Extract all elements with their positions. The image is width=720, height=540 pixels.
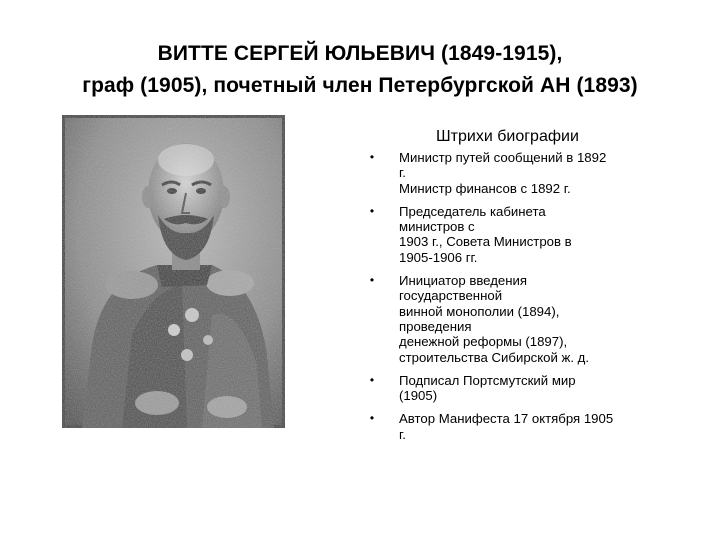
title-line-2: граф (1905), почетный член Петербургской АН (1893): [82, 74, 638, 97]
biography-item-line: Министр финансов с 1892 г.: [399, 180, 571, 196]
biography-item: [365, 273, 695, 365]
biography-item: [365, 204, 695, 265]
biography-item-line: (1905): [399, 388, 438, 404]
biography-list: [365, 150, 695, 450]
biography-item-line: денежной реформы (1897),: [399, 334, 568, 350]
biography-item: [365, 373, 695, 404]
title-line-1: ВИТТЕ СЕРГЕЙ ЮЛЬЕВИЧ (1849-1915),: [157, 42, 563, 65]
bullet-icon: •: [369, 372, 375, 387]
biography-item-line: г.: [399, 426, 406, 442]
biography-item-line: 1903 г., Совета Министров в: [399, 234, 572, 250]
biography-heading: Штрихи биографии: [436, 128, 579, 145]
bullet-icon: •: [369, 273, 375, 288]
biography-item: [365, 411, 695, 442]
biography-item-line: Подписал Портсмутский мир: [399, 372, 576, 388]
portrait-photo: [62, 115, 285, 428]
bullet-icon: •: [369, 150, 375, 164]
biography-item-line: государственной: [399, 288, 503, 304]
biography-item-line: проведения: [399, 318, 472, 334]
bullet-icon: •: [369, 411, 375, 426]
biography-item-line: Инициатор введения: [399, 273, 528, 289]
biography-item-line: Автор Манифеста 17 октября 1905: [399, 411, 614, 427]
biography-item-line: министров с: [399, 219, 475, 235]
slide-title: [20, 38, 700, 102]
bullet-icon: •: [369, 203, 375, 218]
biography-item-line: строительства Сибирской ж. д.: [399, 349, 590, 365]
biography-item-line: г.: [399, 165, 406, 181]
biography-item-line: Председатель кабинета: [399, 203, 546, 219]
biography-item-line: 1905-1906 гг.: [399, 249, 478, 265]
biography-item: [365, 150, 695, 196]
biography-item-line: Министр путей сообщений в 1892: [399, 150, 607, 165]
biography-item-line: винной монополии (1894),: [399, 303, 560, 319]
